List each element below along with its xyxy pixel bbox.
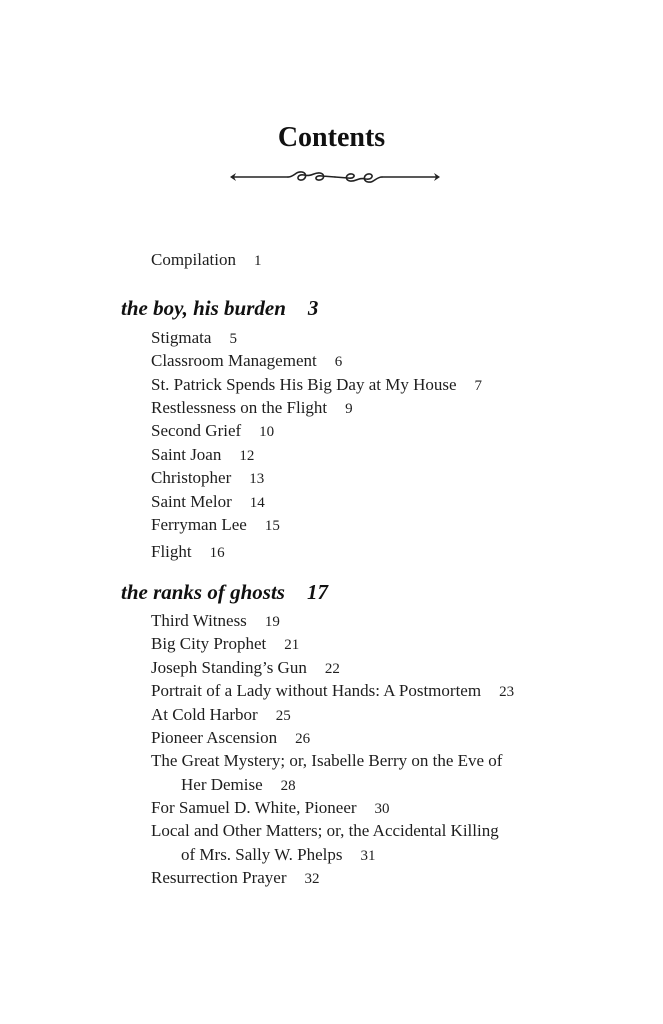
toc-entry[interactable]	[151, 443, 254, 469]
toc-entry[interactable]	[151, 703, 291, 729]
entry-page: 26	[295, 731, 311, 747]
entry-page: 21	[284, 637, 300, 653]
entry-title: Saint Melor	[151, 492, 232, 511]
entry-page: 7	[474, 378, 483, 394]
entry-page: 32	[304, 871, 320, 887]
entry-title: St. Patrick Spends His Big Day at My House	[151, 375, 457, 394]
toc-entry[interactable]	[151, 373, 482, 399]
entry-title: Local and Other Matters; or, the Accidental Killing	[151, 821, 499, 840]
section-page: 17	[306, 580, 328, 604]
entry-page: 10	[259, 424, 275, 440]
entry-title: Resurrection Prayer	[151, 868, 287, 887]
entry-page: 28	[280, 777, 296, 794]
toc-entry[interactable]	[151, 609, 280, 635]
entry-title: Third Witness	[151, 611, 247, 630]
section-page: 3	[307, 296, 319, 320]
entry-page: 12	[239, 448, 255, 464]
section-heading[interactable]	[121, 296, 318, 321]
entry-title: Flight	[151, 542, 192, 561]
entry-title: The Great Mystery; or, Isabelle Berry on the Eve of	[151, 751, 503, 770]
toc-entry[interactable]	[151, 632, 299, 658]
entry-title: Classroom Management	[151, 351, 317, 370]
entry-page: 13	[249, 471, 265, 487]
entry-page: 25	[275, 708, 291, 724]
toc-entry[interactable]	[151, 466, 264, 492]
entry-title: Compilation	[151, 250, 236, 269]
entry-title: Restlessness on the Flight	[151, 398, 328, 417]
toc-entry[interactable]	[151, 819, 499, 868]
toc-entry[interactable]	[151, 490, 265, 516]
entry-page: 9	[345, 401, 353, 417]
entry-title: At Cold Harbor	[151, 705, 258, 724]
entry-title: Stigmata	[151, 328, 212, 347]
toc-entry[interactable]	[151, 749, 502, 798]
flourish-divider-icon	[228, 166, 442, 188]
entry-page: 31	[360, 847, 376, 864]
entry-page: 1	[254, 253, 262, 269]
entry-title-continuation: of Mrs. Sally W. Phelps	[181, 844, 343, 864]
toc-entry[interactable]	[151, 419, 274, 445]
entry-page: 14	[249, 495, 265, 511]
entry-page: 23	[499, 684, 515, 700]
entry-title: Ferryman Lee	[151, 515, 247, 534]
entry-title: Christopher	[151, 468, 232, 487]
entry-title: Portrait of a Lady without Hands: A Postmortem	[151, 681, 482, 700]
toc-entry[interactable]	[151, 326, 237, 352]
toc-entry[interactable]	[151, 349, 342, 375]
toc-entry[interactable]	[151, 396, 353, 422]
entry-page: 15	[264, 518, 280, 534]
entry-title: Big City Prophet	[151, 634, 267, 653]
entry-title: Joseph Standing’s Gun	[151, 658, 307, 677]
entry-title-continuation: Her Demise	[181, 774, 263, 794]
section-title: the boy, his burden	[121, 296, 286, 320]
section-heading[interactable]	[121, 580, 328, 605]
toc-entry[interactable]	[151, 513, 280, 539]
entry-page: 6	[334, 354, 343, 370]
entry-page: 22	[324, 661, 340, 677]
entry-title: For Samuel D. White, Pioneer	[151, 798, 357, 817]
entry-title: Second Grief	[151, 421, 242, 440]
toc-entry[interactable]	[151, 866, 319, 892]
entry-title: Saint Joan	[151, 445, 222, 464]
page-title: Contents	[277, 122, 386, 153]
entry-page: 19	[264, 614, 280, 630]
toc-entry[interactable]	[151, 540, 225, 566]
section-title: the ranks of ghosts	[121, 580, 285, 604]
toc-entry[interactable]	[151, 248, 262, 274]
entry-page: 30	[374, 801, 390, 817]
toc-entry[interactable]	[151, 726, 310, 752]
toc-entry[interactable]	[151, 796, 390, 822]
toc-entry[interactable]	[151, 679, 514, 705]
entry-title: Pioneer Ascension	[151, 728, 278, 747]
toc-entry[interactable]	[151, 656, 340, 682]
entry-page: 16	[209, 545, 225, 561]
entry-page: 5	[229, 331, 237, 347]
